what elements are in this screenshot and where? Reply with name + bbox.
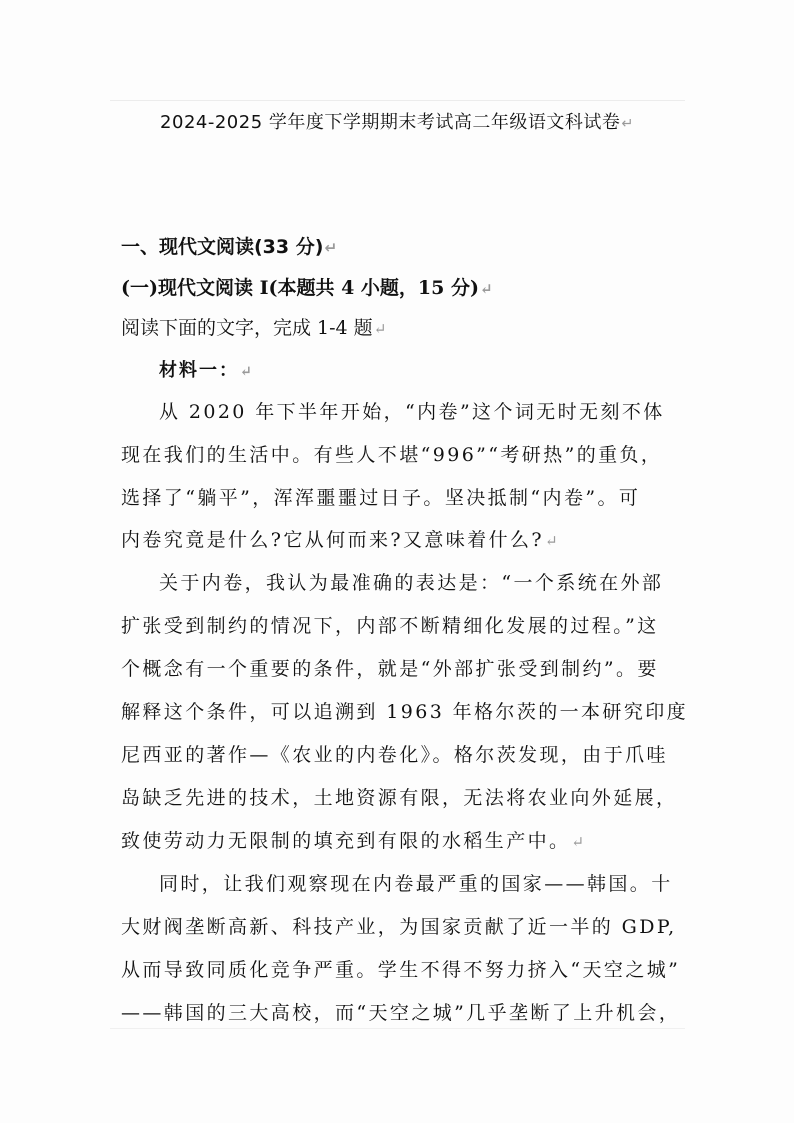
passage-line: 尼西亚的著作—《农业的内卷化》。格尔茨发现，由于爪哇 [121,744,668,766]
paragraph-mark-icon: ↵ [373,320,387,338]
material-label-text: 材料一： [159,360,239,381]
paragraph-mark-icon: ↵ [479,280,493,298]
sub-heading-text: (一)现代文阅读 I(本题共 4 小题，15 分) [121,277,479,299]
sub-heading [121,273,493,300]
section-heading [121,232,337,259]
passage-line: 个概念有一个重要的条件，就是“外部扩张受到制约”。要 [121,658,659,680]
top-divider [110,100,685,101]
passage-line: 现在我们的生活中。有些人不堪“996”“考研热”的重负， [121,444,663,466]
section-heading-text: 一、现代文阅读(33 分) [121,236,324,258]
paragraph-mark-icon: ↵ [621,116,634,132]
passage-line: 从 2020 年下半年开始，“内卷”这个词无时无刻不体 [159,401,665,423]
passage-line: ——韩国的三大高校，而“天空之城”几乎垄断了上升机会， [121,1002,681,1024]
paragraph-mark-icon: ↵ [240,363,255,380]
passage-line: 扩张受到制约的情况下，内部不断精细化发展的过程。”这 [121,615,659,637]
passage-line: 大财阀垄断高新、科技产业，为国家贡献了近一半的 GDP, [121,916,677,938]
passage-line: 解释这个条件，可以追溯到 1963 年格尔茨的一本研究印度 [121,701,689,723]
passage-line: 从而导致同质化竞争严重。学生不得不努力挤入“天空之城” [121,959,681,981]
passage-line: 同时，让我们观察现在内卷最严重的国家——韩国。十 [159,873,673,895]
paragraph-mark-icon: ↵ [571,833,587,851]
passage-line: 岛缺乏先进的技术，土地资源有限，无法将农业向外延展， [121,787,678,809]
bottom-divider [110,1028,685,1029]
paragraph-mark-icon: ↵ [324,239,338,257]
exam-title [0,108,794,134]
exam-title-text: 2024-2025 学年度下学期期末考试高二年级语文科试卷 [160,112,621,133]
paragraph-mark-icon: ↵ [544,532,561,550]
passage-line: 致使劳动力无限制的填充到有限的水稻生产中。↵ [121,830,587,852]
reading-instruction-text: 阅读下面的文字，完成 1-4 题 [121,317,373,339]
reading-instruction [121,313,386,340]
passage-line: 内卷究竟是什么?它从何而来?又意味着什么?↵ [121,529,561,551]
passage-line: 选择了“躺平”，浑浑噩噩过日子。坚决抵制“内卷”。可 [121,487,641,509]
material-label [159,356,254,382]
passage-line: 关于内卷，我认为最准确的表达是：“一个系统在外部 [159,572,664,594]
